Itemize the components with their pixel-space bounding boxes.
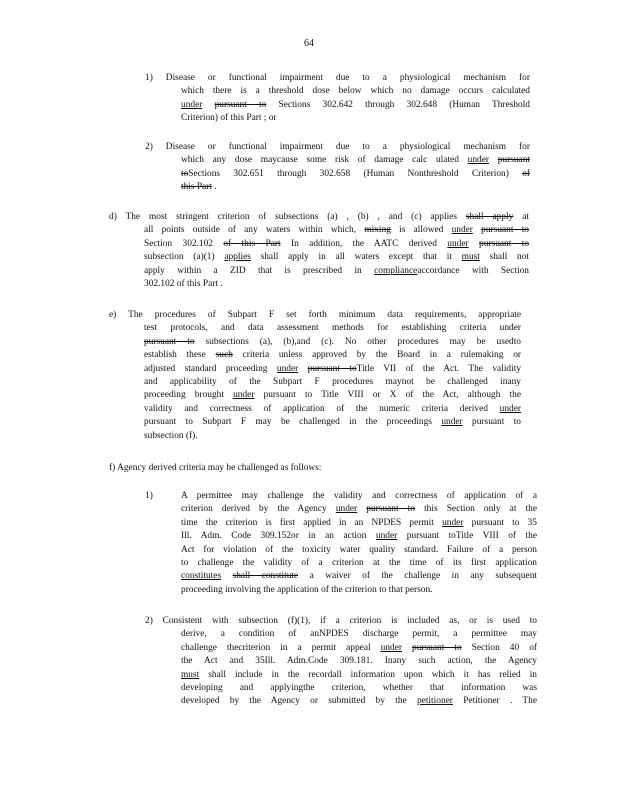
text-line [181,669,537,682]
text-run: Petitioner . The [452,696,538,707]
text-run: 1) Disease or functional impairment due to a physiological mechanism for [145,73,530,83]
text-line [144,403,521,416]
text-run: test protocols, and data assessment methods for establishing criteria under [144,323,521,334]
text-run: accordance with Section [417,265,529,276]
struck-deletion: such [215,350,233,361]
text-run: proceeding involving the application of the criterion to that person. [181,584,433,595]
text-run: is allowed [390,225,452,236]
text-run: Section 302.102 [144,238,224,249]
struck-deletion: pursuant to [481,225,529,236]
struck-deletion: mixing [364,225,391,236]
struck-deletion: pursuant to [144,336,195,347]
text-run: derive, a condition of anNPDES discharge permit, a permittee may [181,629,537,640]
text-run: Sections 302.651 through 302.658 (Human Nonthreshold Criterion) [188,168,523,179]
text-line [181,154,530,167]
paragraph-d [109,211,529,291]
text-line [181,557,537,570]
text-line [181,544,537,557]
underlined-insertion: under [181,99,203,110]
text-line [144,336,521,349]
underlined-insertion: petitioner [416,696,453,707]
underlined-insertion: under [442,517,464,528]
underlined-insertion: applies [224,252,251,263]
text-run: A permittee may challenge the validity and correctness of application of a [181,491,537,501]
underlined-insertion: under [335,504,358,515]
text-run: criteria unless approved by the Board in a rulemaking or [232,350,521,361]
paragraph-f [109,462,409,475]
text-run: Title VII of the Act. The validity [356,363,522,374]
text-run: Sections 302.642 through 302.648 (Human Threshold [266,99,530,110]
text-line [144,376,521,389]
text-run: at [513,212,529,222]
text-line [145,615,537,628]
text-line [181,112,530,125]
text-run: all points outside of any waters within which, [144,225,365,236]
text-run [221,571,232,581]
text-line [181,517,537,530]
text-run: establish these [144,350,216,361]
underlined-insertion: under [375,531,398,542]
text-run: and applicability of the Subpart F procedures maynot be challenged inany [144,377,521,388]
text-line [145,141,530,154]
text-run [357,504,366,514]
text-run: subsection (a)(1) [144,252,225,263]
text-run: f) Agency derived criteria may be challenged as follows: [109,463,322,473]
text-run: subsections (a), (b),and (c). No other procedures may be usedto [194,336,521,347]
text-run [202,100,214,110]
text-line [144,349,521,362]
text-line [181,99,530,112]
item-number: 1) [145,491,153,501]
text-line [144,265,529,278]
text-line [181,530,537,543]
text-line [144,278,529,291]
text-line [109,309,521,322]
text-run: 2) Consistent with subsection (f)(1), if a criterion is included as, or is used to [145,616,537,626]
text-run: challenge thecriterion in a permit appeal [181,642,381,653]
text-line [181,503,537,516]
text-line [144,322,521,335]
text-run: pursuant to 35 [463,517,537,528]
struck-deletion: shall constitute [232,571,299,582]
text-run: adjusted standard proceeding [144,363,277,374]
text-run: developed by the Agency or submitted by the [181,696,417,707]
text-run: which there is a threshold dose below which no damage occurs calculated [181,86,530,97]
text-line [181,85,530,98]
text-run: pursuant toTitle VIII of the [397,531,537,542]
struck-deletion: pursuant to [479,238,530,249]
underlined-insertion: under [233,390,255,401]
text-run: e) The procedures of Subpart F set forth minimum data requirements, appropriate [109,310,521,320]
underlined-insertion: under [451,225,473,236]
text-run: criterion derived by the Agency [181,504,336,515]
paragraph-e [109,309,521,443]
text-line [145,72,530,85]
text-run [473,225,481,235]
struck-deletion: pursuant to [412,642,462,653]
page-number: 64 [304,38,314,49]
text-run: subsection (f). [144,430,198,441]
underlined-insertion: must [461,252,480,263]
underlined-insertion: compliance [374,265,418,276]
text-run: Act for violation of the toxicity water quality standard. Failure of a person [181,544,537,555]
text-run: Criterion) of this Part ; or [181,113,277,124]
text-line [181,584,537,597]
text-line [144,224,529,237]
text-run: pursuant to [462,417,521,428]
text-run: Ill. Adm. Code 309.152or in an action [181,531,376,542]
text-run [402,643,412,653]
paragraph-1-disease-threshold [145,72,530,126]
text-run: 302.102 of this Part . [144,279,223,290]
paragraph-f-1 [145,490,537,597]
text-run [489,155,498,165]
text-line [109,211,529,224]
text-line [144,251,529,264]
text-line [144,363,521,376]
struck-deletion: of this Part [223,238,281,249]
underlined-insertion: under [380,642,402,653]
text-line [181,682,537,695]
text-run: pursuant to Subpart F may be challenged in the proceedings [144,417,442,428]
text-line [181,628,537,641]
text-run: 2) Disease or functional impairment due to a physiological mechanism for [145,142,530,152]
struck-deletion: this Part [181,182,212,193]
text-line [144,389,521,402]
text-run: shall apply in all waters except that it [250,252,462,263]
struck-deletion: of [522,168,530,179]
text-run: pursuant to Title VIII or X of the Act, although the [254,390,521,401]
struck-deletion: shall apply [465,212,514,222]
text-line [181,570,537,583]
text-run: the Act and 35Ill. Adm.Code 309.181. Inany such action, the Agency [181,656,537,667]
text-run: validity and correctness of application of the numeric criteria derived [144,403,500,414]
underlined-insertion: under [467,155,489,166]
paragraph-f-2 [145,615,537,709]
underlined-insertion: must [181,669,200,680]
text-run: shall not [479,252,529,263]
text-run: this Section only at the [414,504,537,515]
text-run: Section 40 of [461,642,538,653]
text-run: developing and applyingthe criterion, whether that information was [181,683,537,694]
text-run: d) The most stringent criterion of subsections (a) , (b) , and (c) applies [109,212,466,222]
struck-deletion: pursuant to [214,99,267,110]
text-run: a waiver of the challenge in any subsequent [298,571,537,582]
text-run: time the criterion is first applied in an NPDES permit [181,517,443,528]
paragraph-2-disease-nonthreshold [145,141,530,195]
text-run [298,364,307,374]
text-line [181,655,537,668]
underlined-insertion: under [499,403,521,414]
text-line [109,462,409,475]
text-line [181,168,530,181]
underlined-insertion: constitutes [181,571,222,582]
text-line [181,695,537,708]
text-line [181,642,537,655]
struck-deletion: pursuant to [307,363,357,374]
text-run [469,239,479,249]
underlined-insertion: under [441,417,463,428]
text-run: In addition, the AATC derived [280,238,448,249]
struck-deletion: pursuant [497,155,531,166]
text-run: apply within a ZID that is prescribed in [144,265,375,276]
struck-deletion: to [181,168,189,179]
text-run: shall include in the recordall information upon which it has relied in [199,669,537,680]
text-line [181,181,530,194]
text-line [144,238,529,251]
text-line [181,490,537,503]
text-run: proceeding brought [144,390,234,401]
text-run: to challenge the validity of a criterion at the time of its first application [181,558,537,569]
underlined-insertion: under [276,363,299,374]
text-line [144,416,521,429]
underlined-insertion: under [447,238,469,249]
text-line [144,430,521,443]
struck-deletion: pursuant to [366,504,415,515]
text-run: which any dose maycause some risk of damage calc ulated [181,155,468,166]
text-run: . [212,182,217,193]
